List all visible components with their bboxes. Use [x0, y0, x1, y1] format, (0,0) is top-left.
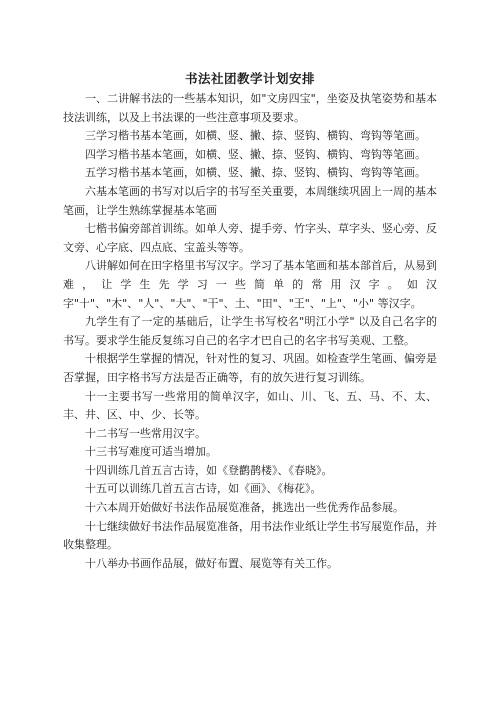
plan-paragraph: 十七继续做好书法作品展览准备，用书法作业纸让学生书写展览作品，并收集整理。 — [63, 519, 437, 552]
plan-paragraph: 十六本周开始做好书法作品展览准备，挑选出一些优秀作品参展。 — [85, 501, 404, 515]
plan-paragraph: 一、二讲解书法的一些基本知识，如"文房四宝"，坐姿及执笔姿势和基本技法训练，以及上书法课的一些注意事项及要求。 — [63, 92, 437, 124]
plan-paragraph: 十五可以训练几首五言古诗，如《画》、《梅花》。 — [85, 482, 322, 496]
plan-paragraph: 六基本笔画的书写对以后字的书写至关重要，本周继续巩固上一周的基本笔画，让学生熟练掌握基本笔画 — [63, 184, 437, 217]
plan-paragraph: 九学生有了一定的基础后，让学生书写校名"明江小学" 以及自己名字的书写。要求学生能反复练习自己的名字才巴自己的名字书写美观、工整。 — [63, 315, 437, 347]
plan-paragraph: 四学习楷书基本笔画，如横、竖、撇、捺、竖钩、横钩、弯钩等笔画。 — [85, 147, 426, 161]
plan-paragraph: 十根据学生掌握的情况，针对性的复习、巩固。如检查学生笔画、偏旁是否掌握，田字格书写方法是否正确等，有的放矢进行复习训练。 — [63, 352, 437, 384]
plan-paragraph: 十一主要书写一些常用的简单汉字，如山、川、飞、五、马、不、太、丰、井、区、中、少、长等。 — [63, 389, 437, 422]
plan-paragraph: 十二书写一些常用汉字。 — [85, 426, 206, 440]
plan-paragraph: 十四训练几首五言古诗，如《登鹳鹊楼》、《春晓》。 — [85, 463, 333, 477]
document-title: 书法社团教学计划安排 — [184, 71, 315, 86]
plan-paragraph: 十三书写难度可适当增加。 — [85, 445, 217, 459]
plan-paragraph: 十八举办书画作品展，做好布置、展览等有关工作。 — [85, 556, 338, 570]
plan-paragraph: 八讲解如何在田字格里书写汉字。学习了基本笔画和基本部首后，从易到难，让学生先学习一些简单的常用汉字。如汉字"十"、"木"、"人"、"大"、"干"、土、"田"、"王"、"上"、"小" 等汉字。 — [63, 259, 437, 310]
plan-paragraph: 五学习楷书基本笔画，如横、竖、撇、捺、竖钩、横钩、弯钩等笔画。 — [85, 166, 426, 180]
plan-paragraph: 七楷书偏旁部首训练。如单人旁、提手旁、竹字头、草字头、竖心旁、反文旁、心字底、四点底、宝盖头等等。 — [63, 222, 437, 254]
plan-paragraph: 三学习楷书基本笔画，如横、竖、撇、捺、竖钩、横钩、弯钩等笔画。 — [85, 129, 426, 143]
